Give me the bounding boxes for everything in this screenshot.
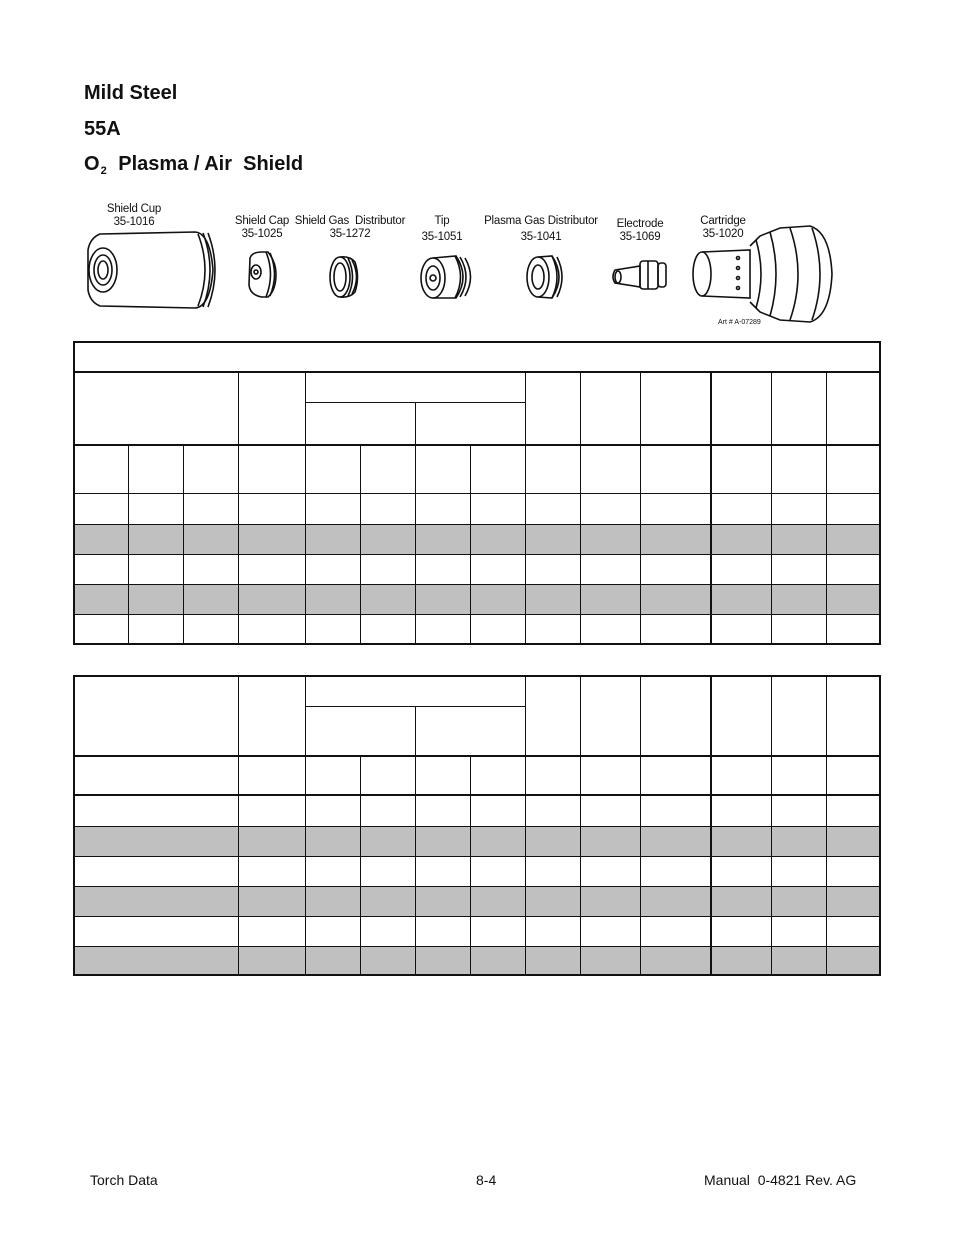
table-units-row (74, 756, 880, 795)
part-number: 35-1025 (241, 228, 283, 240)
plasma-gas-distributor-icon (527, 256, 562, 298)
part-name: Plasma Gas Distributor (484, 215, 598, 227)
gas-rest: Plasma / Air Shield (118, 153, 304, 175)
cut-chart-table-1 (73, 341, 881, 645)
tip-icon (421, 256, 471, 298)
table-row-shaded (74, 886, 880, 916)
table-row-shaded (74, 524, 880, 554)
table-row (74, 856, 880, 886)
header-cell (415, 402, 525, 445)
table-row (74, 916, 880, 946)
header-cell (826, 676, 880, 756)
part-name: Cartridge (700, 215, 746, 227)
part-number: 35-1051 (421, 231, 463, 243)
shield-gas-distributor-icon (330, 257, 358, 297)
header-cell (305, 676, 525, 706)
part-number: 35-1041 (520, 231, 562, 243)
table-row (74, 493, 880, 524)
table-row (74, 554, 880, 584)
part-number: 35-1016 (113, 216, 155, 228)
electrode-icon (613, 261, 666, 289)
footer-page-number: 8-4 (476, 1172, 497, 1188)
header-cell (580, 676, 640, 756)
table-row (74, 614, 880, 644)
header-cell (711, 372, 771, 445)
table-row-shaded (74, 946, 880, 975)
table-header-row (74, 372, 880, 402)
header-cell (640, 372, 711, 445)
table-title-cell (74, 342, 880, 372)
shield-cap-icon (249, 252, 276, 297)
table-row-shaded (74, 584, 880, 614)
footer-manual-number: Manual 0-4821 Rev. AG (704, 1172, 857, 1188)
gas-subscript: 2 (100, 165, 107, 177)
table-row-shaded (74, 826, 880, 856)
header-cell (238, 676, 305, 756)
header-cell (305, 372, 525, 402)
part-number: 35-1069 (619, 231, 661, 243)
material-heading: Mild Steel (84, 82, 178, 104)
header-cell (771, 676, 826, 756)
footer-left: Torch Data (90, 1172, 158, 1188)
part-name: Shield Cup (106, 203, 162, 215)
header-cell (415, 706, 525, 756)
header-cell (640, 676, 711, 756)
shield-cup-icon (88, 232, 215, 308)
consumables-illustration (0, 0, 954, 340)
header-cell (580, 372, 640, 445)
table-row (74, 795, 880, 826)
header-cell (305, 402, 415, 445)
part-number: 35-1272 (329, 228, 371, 240)
art-number: Art # A-07289 (718, 319, 761, 326)
header-cell (771, 372, 826, 445)
gas-o: O (84, 153, 100, 175)
header-cell (525, 676, 580, 756)
table-title-row (74, 342, 880, 372)
part-name: Tip (434, 215, 450, 227)
part-name: Electrode (616, 218, 664, 230)
header-cell (305, 706, 415, 756)
part-name: Shield Gas Distributor (294, 215, 406, 227)
header-cell (74, 372, 238, 445)
table-units-row (74, 445, 880, 493)
part-number: 35-1020 (702, 228, 744, 240)
part-name: Shield Cap (234, 215, 290, 227)
header-cell (74, 676, 238, 756)
cut-chart-table-2 (73, 675, 881, 976)
header-cell (525, 372, 580, 445)
current-heading: 55A (84, 118, 121, 140)
header-cell (238, 372, 305, 445)
table-header-row (74, 676, 880, 706)
header-cell (826, 372, 880, 445)
header-cell (711, 676, 771, 756)
cartridge-icon (693, 226, 832, 322)
